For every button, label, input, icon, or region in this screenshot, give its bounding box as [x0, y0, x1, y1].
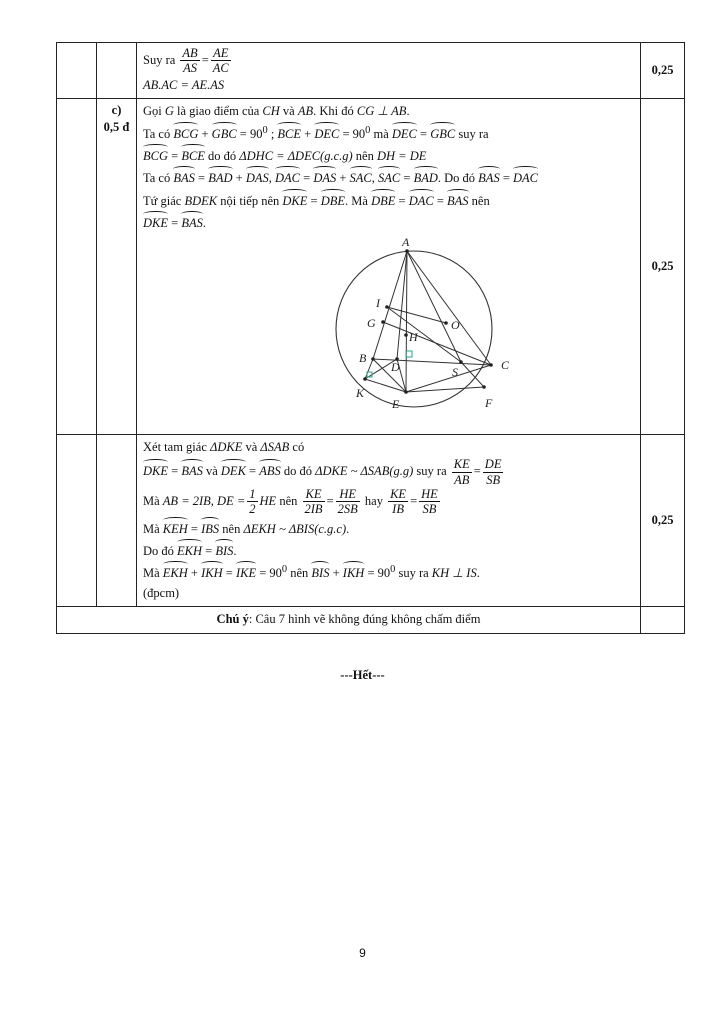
line: Tứ giác BDEK nội tiếp nên DKE = DBE. Mà DBE = DAC = BAS nên — [143, 189, 634, 211]
circle-diagram — [239, 237, 539, 422]
fraction: $\frac{KE}{2IB}$ — [304, 486, 323, 517]
grading-table — [56, 42, 685, 634]
score-cell: 0,25 — [641, 434, 685, 606]
part-cell — [97, 99, 137, 435]
page-number: 9 — [359, 946, 366, 960]
fraction: $\frac{HE}{SB}$ — [421, 486, 438, 517]
fraction: $\frac{DE}{SB}$ — [484, 457, 502, 487]
score-cell: 0,25 — [641, 99, 685, 435]
label-H: H — [408, 330, 418, 345]
denominator: AC — [212, 61, 229, 76]
note-label: Chú ý — [216, 612, 249, 627]
text: Suy ra — [143, 52, 176, 67]
line: (đpcm) — [143, 585, 180, 600]
part-points: 0,5 đ — [103, 120, 130, 134]
label-O: O — [450, 318, 460, 333]
equals: = — [201, 52, 209, 67]
cell-empty — [97, 434, 137, 606]
label-G: G — [366, 316, 376, 331]
geometry-figure — [143, 233, 634, 430]
label-K: K — [355, 386, 364, 401]
line: Ta có BCG + GBC = $90^0$ ; BCE + DEC = $90^0$ mà DEC = GBC suy ra — [143, 122, 634, 144]
cell-empty — [641, 607, 685, 633]
circle-o — [336, 251, 492, 407]
cell-empty — [57, 434, 97, 606]
label-I: I — [375, 296, 380, 311]
right-angle-mark — [406, 351, 412, 357]
cell-empty — [57, 43, 97, 99]
label-C: C — [500, 358, 509, 373]
line: Ta có BAS = BAD + DAS, DAC = DAS + SAC, SAC = BAD. Do đó BAS = DAC — [143, 166, 634, 188]
fraction: $\frac{KE}{AB}$ — [453, 457, 470, 487]
part-label: c) — [111, 103, 122, 118]
cell-empty — [97, 43, 137, 99]
label-S: S — [451, 365, 458, 380]
label-B: B — [358, 351, 366, 366]
label-F: F — [484, 396, 492, 411]
fraction — [180, 46, 199, 76]
line: Do đó EKH = BIS. — [143, 539, 634, 561]
content-cell — [137, 99, 641, 435]
label-E: E — [391, 397, 399, 412]
content-cell — [137, 434, 641, 606]
line: BCG = BCE do đó ΔDHC = ΔDEC(g.c.g) nên DH = DE — [143, 144, 634, 166]
fraction: $\frac{1}{2}$ — [249, 486, 256, 517]
points — [363, 250, 493, 395]
line: Xét tam giác ΔDKE và ΔSAB có — [143, 439, 305, 454]
denominator: AS — [183, 61, 197, 76]
numerator: AE — [211, 46, 231, 61]
content-cell — [137, 43, 641, 99]
equation: AB.AC = AE.AS — [143, 77, 225, 92]
note-text: : Câu 7 hình vẽ không đúng không chấm điểm — [248, 612, 481, 627]
fraction — [211, 46, 231, 76]
score-cell: 0,25 — [641, 43, 685, 99]
note-cell — [57, 607, 641, 633]
label-A: A — [401, 237, 409, 250]
line: Mà EKH + IKH = IKE = $90^0$ nên BIS + IKH = $90^0$ suy ra KH ⊥ IS. — [143, 561, 634, 583]
line: Mà AB = 2IB, DE = $\frac{1}{2}$ HE nên $\frac{KE}{2IB}$ = $\frac{HE}{2SB}$ hay $\frac{KE}{IB}$ = $\frac{HE}{SB}$ — [143, 486, 438, 517]
cell-empty — [57, 99, 97, 435]
line: Gọi G là giao điểm của CH và AB. Khi đó CG ⊥ AB. — [143, 104, 410, 119]
row-suy-ra — [57, 43, 685, 99]
row-note — [57, 607, 685, 633]
line: DKE = BAS. — [143, 211, 634, 233]
label-D: D — [390, 360, 400, 375]
end-marker: ---Hết--- — [340, 668, 385, 682]
line: DKE = BAS và DEK = ABS do đó ΔDKE ~ ΔSAB(g.g) suy ra $\frac{KE}{AB}$ = $\frac{DE}{SB}$ — [143, 457, 502, 487]
fraction: $\frac{KE}{IB}$ — [390, 486, 407, 517]
line: Mà KEH = IBS nên ΔEKH ~ ΔBIS(c.g.c). — [143, 517, 634, 539]
row-conclusion — [57, 434, 685, 606]
numerator: AB — [182, 46, 198, 60]
fraction: $\frac{HE}{2SB}$ — [337, 486, 358, 517]
row-part-c — [57, 99, 685, 435]
